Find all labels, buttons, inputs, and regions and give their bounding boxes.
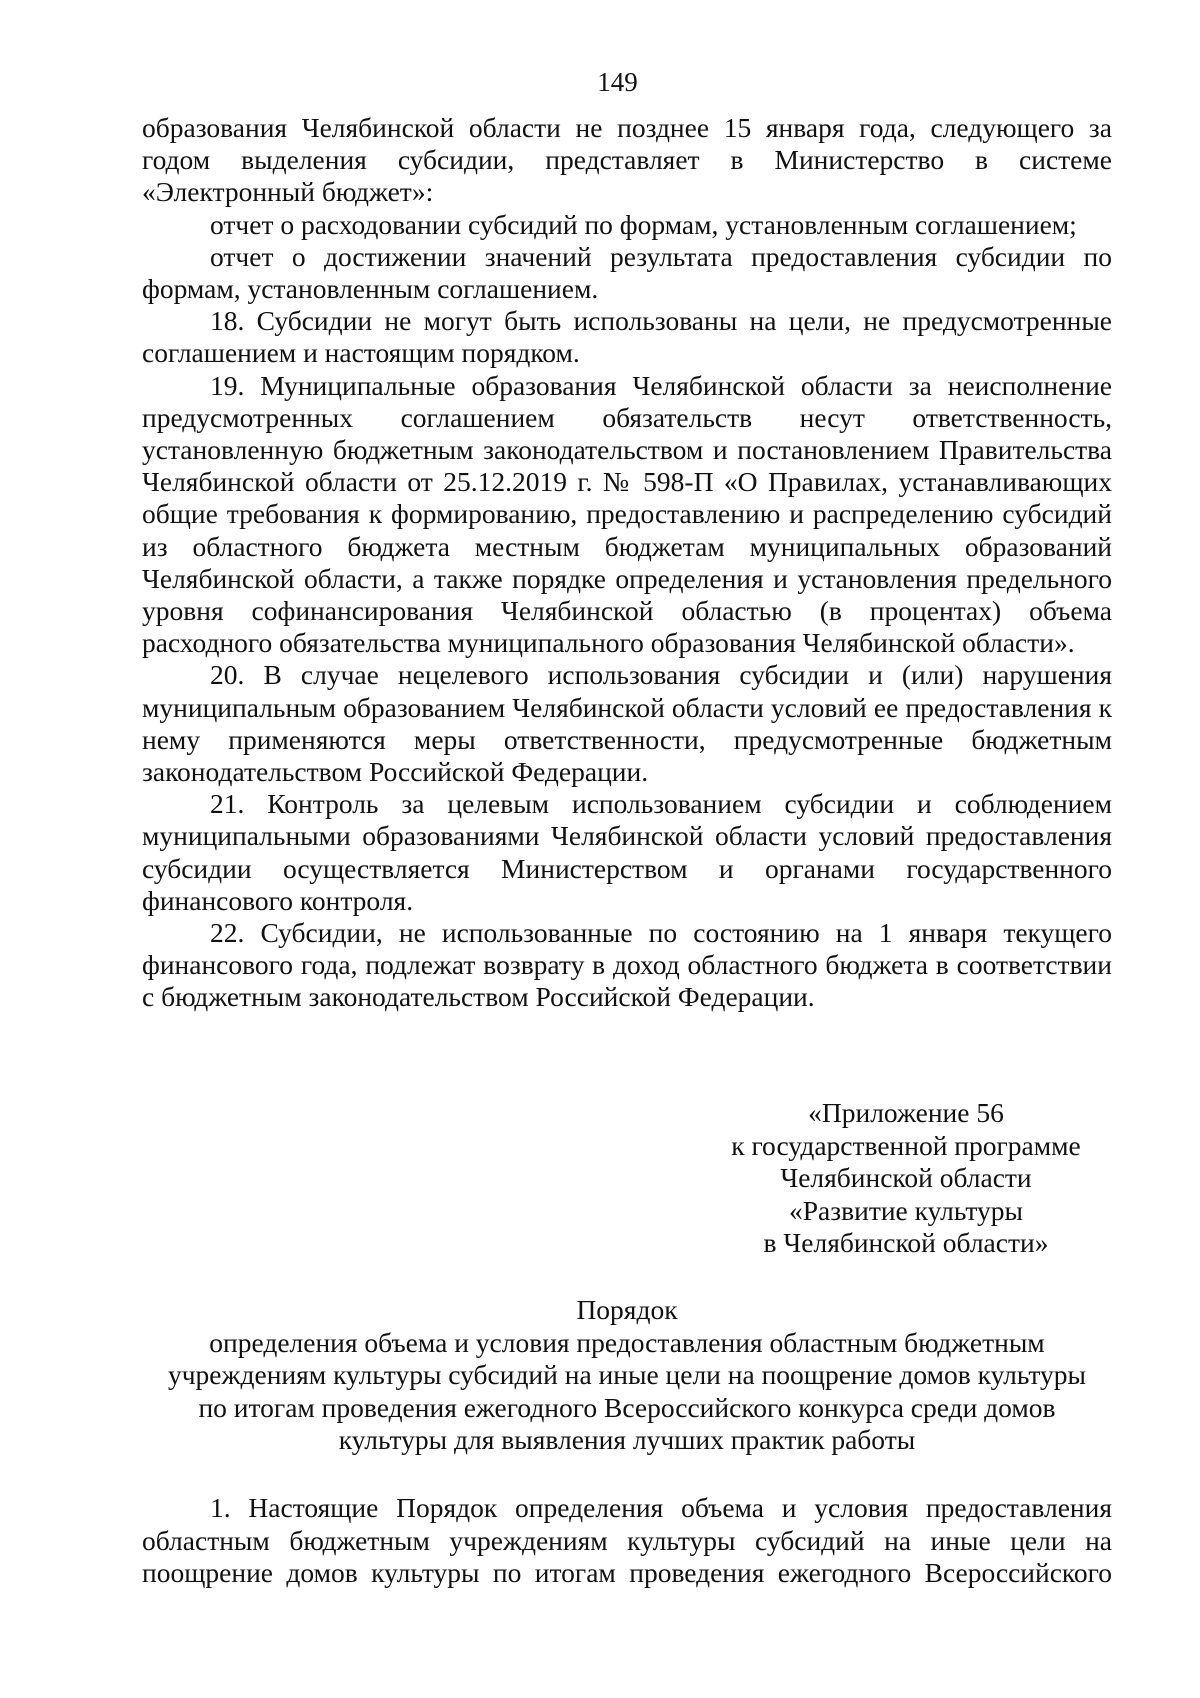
- section-subtitle-line: культуры для выявления лучших практик работы: [338, 1424, 916, 1455]
- paragraph-20: 20. В случае нецелевого использования субсидии и (или) нарушения муниципальным образованием Челябинской области условий ее предоставления к нему применяются меры ответственности, предусмотренные бюджетным законодательством Российской Федерации.: [142, 659, 1112, 788]
- appendix-header: [700, 1097, 1112, 1260]
- paragraph-21: 21. Контроль за целевым использованием субсидии и соблюдением муниципальными образованиями Челябинской области условий предоставления субсидии осуществляется Министерством и органами государственного финансового контроля.: [142, 788, 1112, 916]
- page-number: 149: [597, 67, 638, 97]
- section-title: Порядок: [576, 1294, 678, 1325]
- appendix-line: «Развитие культуры: [789, 1194, 1023, 1226]
- appendix-line: «Приложение 56: [808, 1097, 1004, 1128]
- final-text: [142, 1492, 1112, 1590]
- body-text: [142, 112, 1112, 1014]
- paragraph-report-results: отчет о достижении значений результата предоставления субсидии по формам, установленным соглашением.: [142, 240, 1112, 305]
- section-subtitle-line: определения объема и условия предоставления областным бюджетным: [209, 1326, 1045, 1358]
- paragraph-intro: образования Челябинской области не позднее 15 января года, следующего за годом выделения субсидии, представляет в Министерство в системе «Электронный бюджет»:: [142, 112, 1112, 208]
- section-title-block: [142, 1294, 1112, 1457]
- paragraph-report-expenses: отчет о расходовании субсидий по формам, установленным соглашением;: [210, 208, 1077, 240]
- appendix-line: Челябинской области: [780, 1162, 1032, 1193]
- paragraph-19: 19. Муниципальные образования Челябинской области за неисполнение предусмотренных соглашением обязательств несут ответственность, установленную бюджетным законодательством и постановлением Правительства Челябинской области от 25.12.2019 г. № 598-П «О Правилах, устанавливающих общие требования к формированию, предоставлению и распределению субсидий из областного бюджета местным бюджетам муниципальных образований Челябинской области, а также порядке определения и установления предельного уровня софинансирования Челябинской областью (в процентах) объема расходного обязательства муниципального образования Челябинской области».: [142, 369, 1112, 659]
- appendix-line: в Челябинской области»: [763, 1227, 1049, 1258]
- section-subtitle-line: по итогам проведения ежегодного Всероссийского конкурса среди домов: [198, 1391, 1056, 1423]
- paragraph-18: 18. Субсидии не могут быть использованы на цели, не предусмотренные соглашением и настоящим порядком.: [142, 305, 1112, 369]
- paragraph-1-order: 1. Настоящие Порядок определения объема и условия предоставления областным бюджетным учреждениям культуры субсидий на иные цели на поощрение домов культуры по итогам проведения ежегодного Всероссийского: [142, 1492, 1112, 1588]
- appendix-line: к государственной программе: [731, 1129, 1081, 1161]
- paragraph-22: 22. Субсидии, не использованные по состоянию на 1 января текущего финансового года, подлежат возврату в доход областного бюджета в соответствии с бюджетным законодательством Российской Федерации.: [142, 917, 1112, 1013]
- section-subtitle-line: учреждениям культуры субсидий на иные цели на поощрение домов культуры: [167, 1359, 1087, 1390]
